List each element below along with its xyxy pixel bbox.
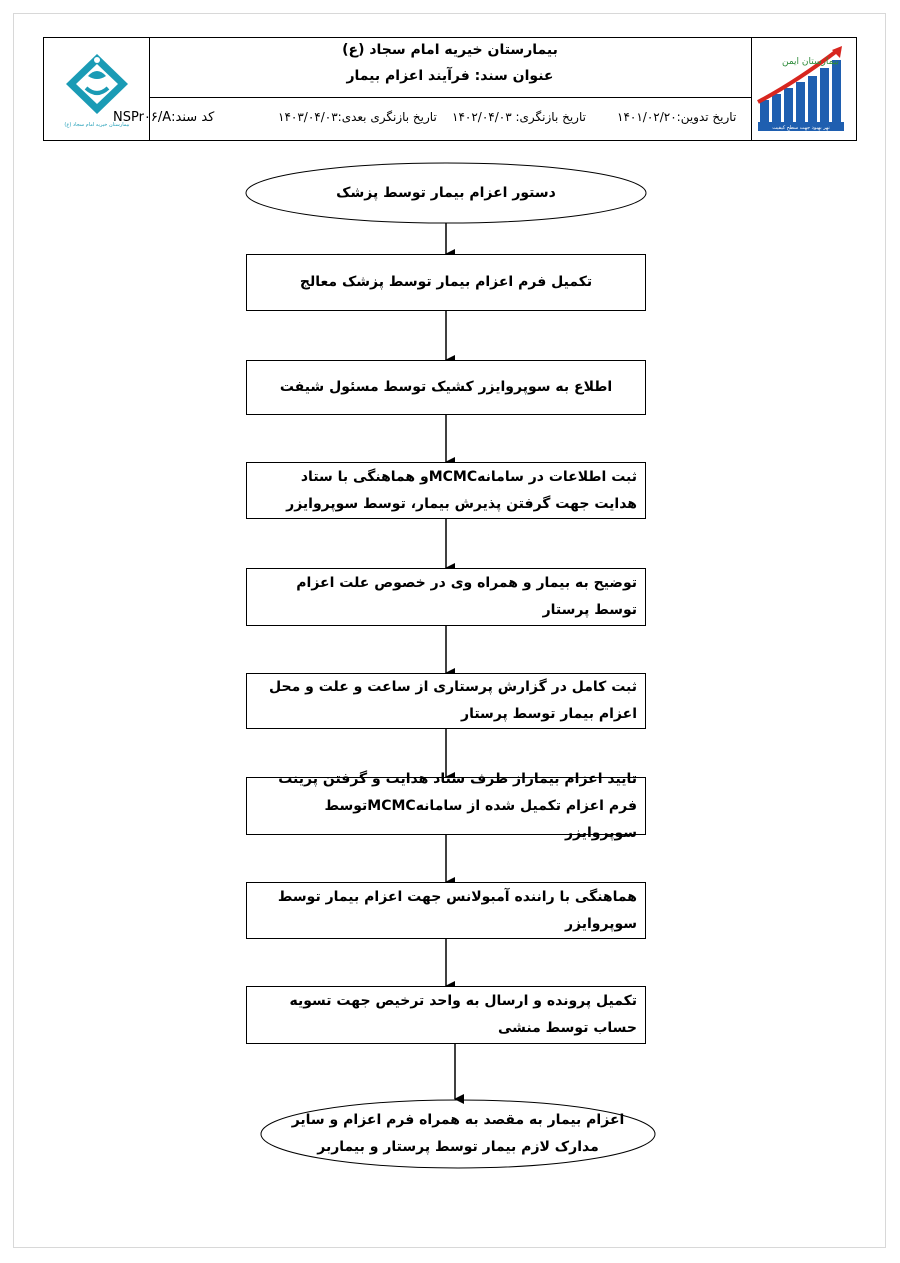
next-review-date: تاریخ بازنگری بعدی:۱۴۰۳/۰۴/۰۳ <box>278 110 437 124</box>
flow-step-9 <box>246 986 646 1044</box>
safety-logo-caption: بیمارستان ایمن <box>782 57 840 67</box>
flow-step-8 <box>246 882 646 939</box>
flow-step-4-label: ثبت اطلاعات در سامانهMCMCو هماهنگی با ستاد هدایت جهت گرفتن پذیرش بیمار، توسط سوپروایزر <box>286 468 637 512</box>
flow-step-start <box>266 176 626 210</box>
document-code: کد سند:NSPr۰۶/A <box>113 110 215 125</box>
flow-step-3 <box>246 360 646 415</box>
safety-logo-banner: نهر بهبود جهت سطح کیفیت <box>772 125 830 131</box>
flow-step-5 <box>246 568 646 626</box>
flow-step-6-label: ثبت کامل در گزارش پرستاری از ساعت و علت و محل اعزام بیمار توسط پرستار <box>269 679 637 722</box>
flow-step-5-label: توضیح به بیمار و همراه وی در خصوص علت اعزام توسط پرستار <box>296 575 637 618</box>
flow-step-2-label: تکمیل فرم اعزام بیمار توسط پزشک معالج <box>299 274 593 290</box>
flow-step-3-label: اطلاع به سوپروایزر کشیک توسط مسئول شیفت <box>279 379 613 395</box>
flow-step-8-label: هماهنگی با راننده آمبولانس جهت اعزام بیمار توسط سوپروایزر <box>277 888 637 932</box>
flow-step-end <box>272 1105 644 1163</box>
flow-step-4 <box>246 462 646 519</box>
flow-step-end-label: اعزام بیمار به مقصد به همراه فرم اعزام و سایر مدارک لازم بیمار توسط پرستار و بیماربر <box>291 1112 625 1155</box>
compile-date: تاریخ تدوین:۱۴۰۱/۰۲/۲۰ <box>617 110 737 124</box>
flow-step-6 <box>246 673 646 729</box>
flow-step-2 <box>246 254 646 311</box>
review-date: تاریخ بازنگری: ۱۴۰۲/۰۴/۰۳ <box>452 110 586 124</box>
flow-step-9-label: تکمیل پرونده و ارسال به واحد ترخیص جهت تسویه حساب توسط منشی <box>289 993 637 1036</box>
hospital-logo-caption: بیمارستان خیریه امام سجاد (ع) <box>64 122 130 128</box>
flow-step-7-label: تایید اعزام بیماراز طرف ستاد هدایت و گرفتن پرینت فرم اعزام تکمیل شده از سامانهMCMCتوسط سوپروایزر <box>278 770 637 841</box>
hospital-name: بیمارستان خیریه امام سجاد (ع) <box>342 42 558 58</box>
flow-step-start-label: دستور اعزام بیمار توسط پزشک <box>336 184 556 201</box>
document-title: عنوان سند: فرآیند اعزام بیمار <box>346 68 554 84</box>
flow-step-7 <box>246 770 646 841</box>
